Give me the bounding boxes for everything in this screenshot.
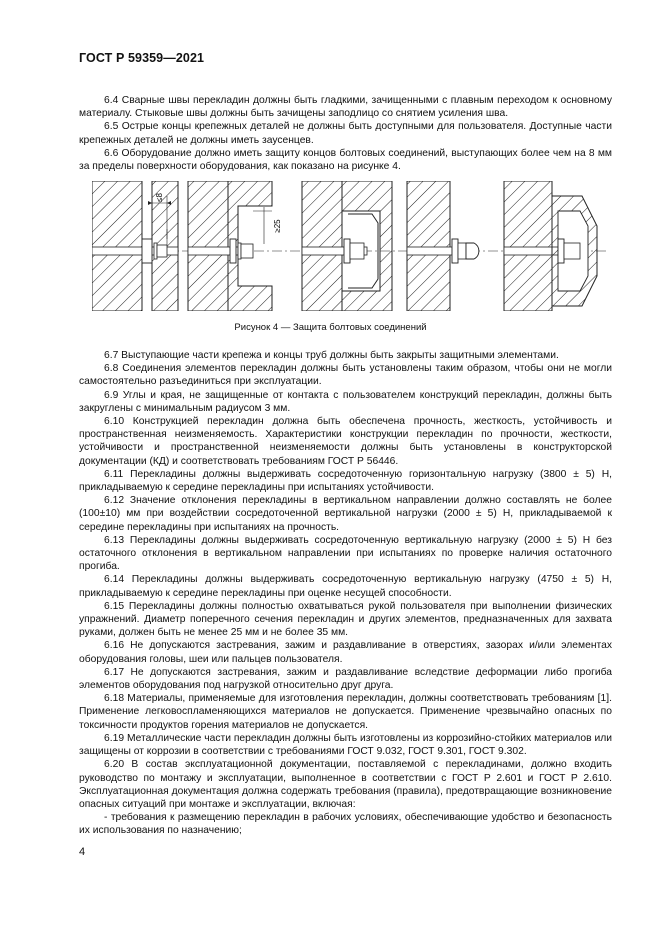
list-item-requirements: - требования к размещению перекладин в рабочих условиях, обеспечивающие удобство и безопасность их использования по назначению;: [79, 812, 612, 837]
paragraph-6-6: 6.6 Оборудование должно иметь защиту концов болтовых соединений, выступающих более чем на 8 мм за пределы поверхности оборудования, как показано на рисунке 4.: [79, 147, 612, 173]
paragraph-6-11: 6.11 Перекладины должны выдерживать сосредоточенную горизонтальную нагрузку (3800 ± 5) Н, прикладываемую к середине перекладины при испытаниях устойчивости.: [79, 468, 612, 494]
paragraph-6-9: 6.9 Углы и края, не защищенные от контакта с пользователем конструкций перекладин, должны быть закруглены с минимальным радиусом 3 мм.: [79, 389, 612, 414]
dimension-label-le8: ≤8: [155, 193, 164, 202]
paragraph-6-16: 6.16 Не допускаются застревания, зажим и раздавливание в отверстиях, зазорах и/или элементах оборудования головы, шеи или пальцев пользователя.: [79, 640, 612, 665]
paragraph-6-20: 6.20 В состав эксплуатационной документации, поставляемой с перекладинами, должно входить руководство по монтажу и эксплуатации, выполненное в соответствии с ГОСТ Р 2.601 и ГОСТ Р 2.610. Эксплуатационная документация должна содержать требования (правила), предотвращающие возникновение опасных ситуаций при монтаже и эксплуатации, включая:: [79, 759, 612, 810]
bolt-detail-3: [302, 181, 392, 311]
paragraph-6-13: 6.13 Перекладины должны выдерживать сосредоточенную вертикальную нагрузку (2000 ± 5) Н без остаточного отклонения в вертикальном направлении при испытаниях по проверке наличия остаточного прогиба.: [79, 534, 612, 573]
paragraph-6-14: 6.14 Перекладины должны выдерживать сосредоточенную вертикальную нагрузку (4750 ± 5) Н, прикладываемую к середине перекладины при оценке несущей способности.: [79, 574, 612, 599]
paragraph-6-10: 6.10 Конструкцией перекладин должна быть обеспечена прочность, жесткость, устойчивость и пространственная неизменяемость. Характеристики конструкции перекладин по прочности, жесткости, устойчивости и пространственной неизменяемости должны быть установлены в конструкторской документации (КД) и соответствовать требованиям ГОСТ Р 56446.: [79, 416, 612, 467]
paragraph-6-18: 6.18 Материалы, применяемые для изготовления перекладин, должны соответствовать требованиям [1]. Применение легковоспламеняющихся материалов не допускается. Применение чрезвычайно опасных по токсичности продуктов горения материалов не допускается.: [79, 693, 612, 731]
page-number: 4: [79, 846, 86, 858]
bottom-text-block: [79, 349, 612, 838]
bolt-detail-4: [407, 181, 479, 311]
figure-caption: Рисунок 4 — Защита болтовых соединений: [234, 322, 427, 333]
paragraph-6-4: 6.4 Сварные швы перекладин должны быть гладкими, зачищенными с плавным переходом к основному материалу. Стыковые швы должны быть зачищены заподлицо со снятием усиления шва.: [79, 95, 612, 120]
paragraph-6-5: 6.5 Острые концы крепежных деталей не должны быть доступными для пользователя. Доступные части крепежных деталей не должны иметь заусенцев.: [79, 121, 612, 146]
paragraph-6-8: 6.8 Соединения элементов перекладин должны быть установлены таким образом, чтобы они не могли самостоятельно разъединиться при эксплуатации.: [79, 363, 612, 388]
paragraph-6-19: 6.19 Металлические части перекладин должны быть изготовлены из коррозийно-стойких материалов или защищены от коррозии в соответствии с требованиями ГОСТ 9.032, ГОСТ 9.301, ГОСТ 9.302.: [79, 732, 612, 758]
bolt-detail-5: [504, 181, 597, 311]
document-header: ГОСТ Р 59359—2021: [79, 51, 205, 65]
bolt-detail-1: [92, 181, 178, 311]
paragraph-6-15: 6.15 Перекладины должны полностью охватываться рукой пользователя при выполнении физических упражнений. Диаметр поперечного сечения перекладин и других элементов, предназначенных для захвата руками, должен быть не менее 25 мм и не более 35 мм.: [79, 600, 612, 639]
paragraph-6-17: 6.17 Не допускаются застревания, зажим и раздавливание вследствие деформации либо прогиба элементов оборудования под нагрузкой относительно друг друга.: [79, 666, 612, 692]
bolt-detail-2: [188, 181, 282, 311]
paragraph-6-12: 6.12 Значение отклонения перекладины в вертикальном направлении должно составлять не более (100±10) мм при воздействии сосредоточенной вертикальной нагрузки (2000 ± 5) Н, прикладываемой к середине перекладины при испытаниях на прочность.: [79, 495, 612, 533]
dimension-label-ge25: ≥25: [273, 219, 282, 233]
top-text-block: [79, 94, 612, 173]
figure-4-bolt-protection: [92, 181, 607, 311]
paragraph-6-7: 6.7 Выступающие части крепежа и концы труб должны быть закрыты защитными элементами.: [104, 350, 559, 361]
